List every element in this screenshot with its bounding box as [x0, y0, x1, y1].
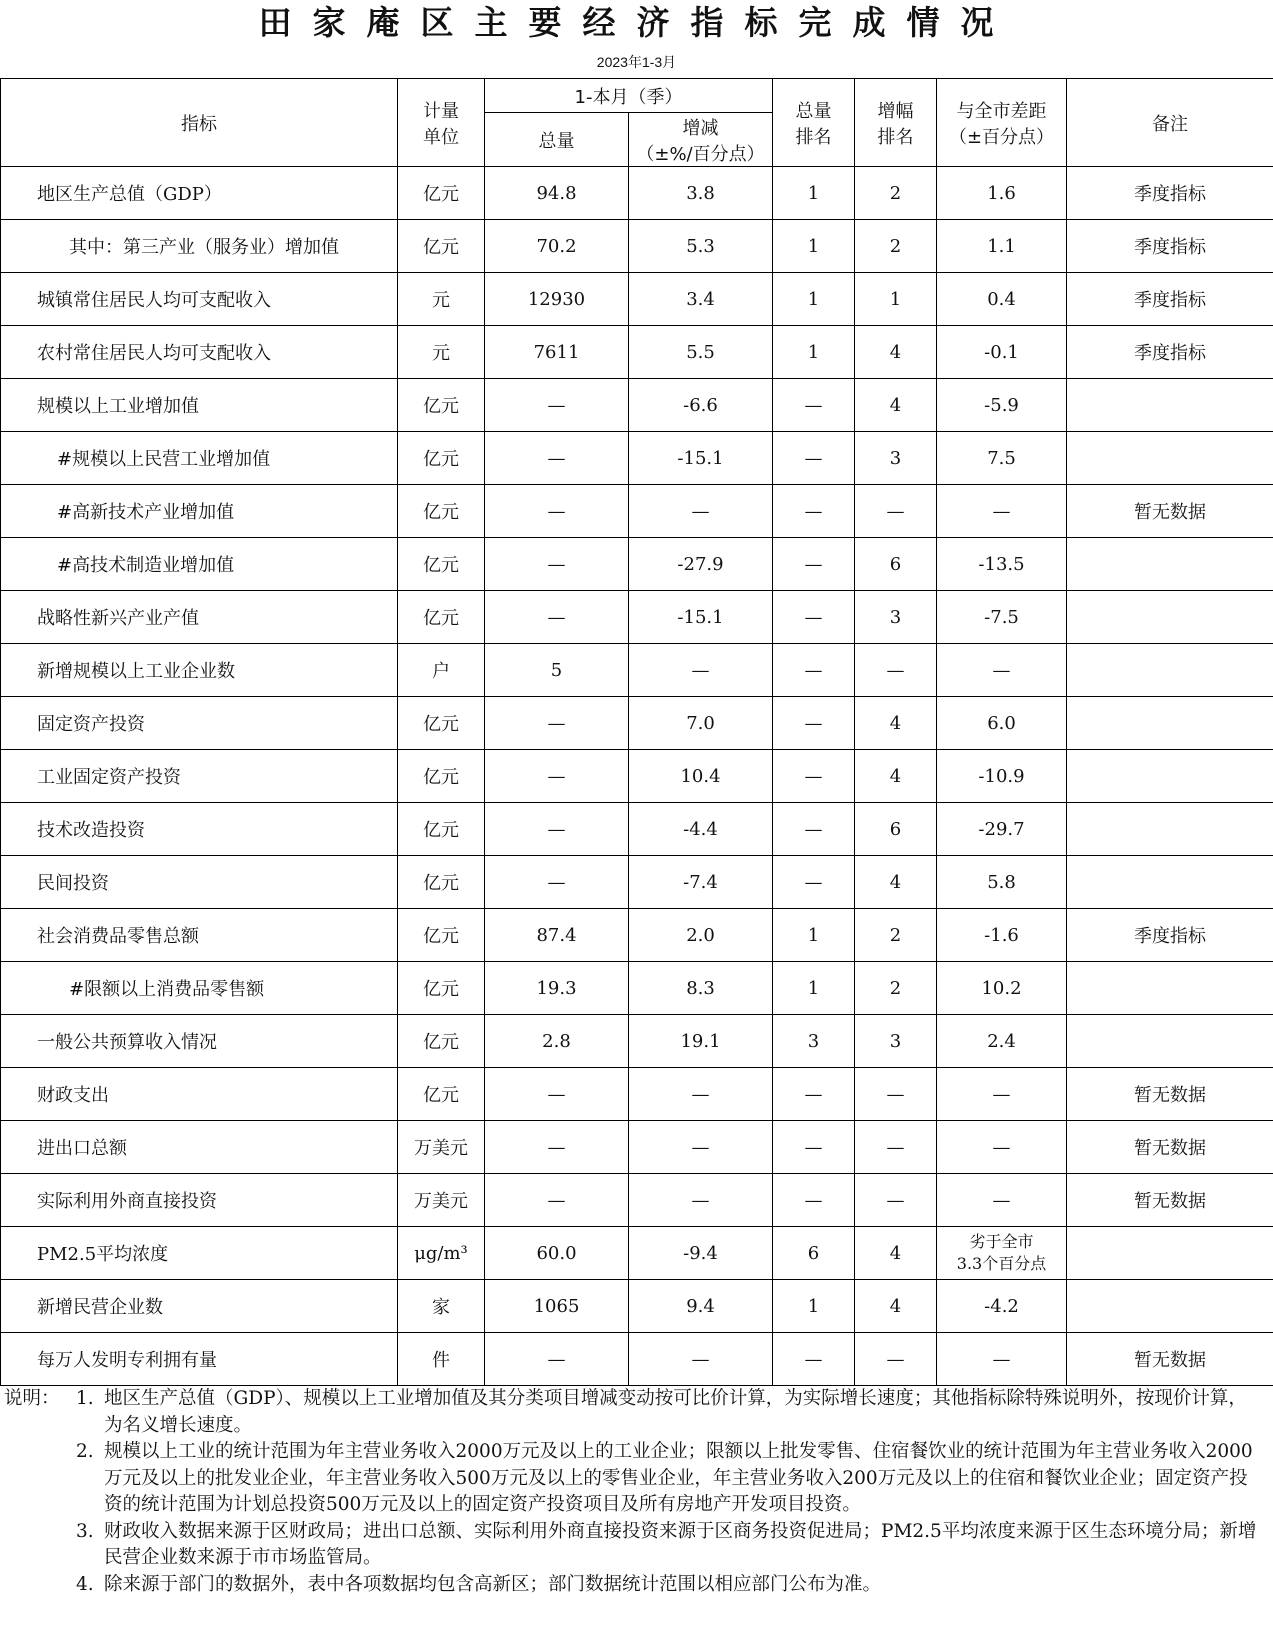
indicator-name: 一般公共预算收入情况: [1, 1015, 398, 1068]
total-rank-cell: —: [773, 1121, 855, 1174]
table-body: [1, 167, 1273, 1386]
gap-cell: -1.6: [937, 909, 1067, 962]
header-ytd: 1-本月（季）: [485, 79, 773, 113]
remark-cell: 季度指标: [1067, 909, 1273, 962]
header-gap-line1: 与全市差距: [956, 100, 1047, 122]
total-rank-cell: 3: [773, 1015, 855, 1068]
change-cell: 5.5: [629, 326, 773, 379]
change-cell: 7.0: [629, 697, 773, 750]
total-cell: 5: [485, 644, 629, 697]
growth-rank-cell: 4: [855, 697, 937, 750]
change-cell: -27.9: [629, 538, 773, 591]
total-rank-cell: —: [773, 1333, 855, 1386]
total-rank-cell: 1: [773, 326, 855, 379]
change-cell: -15.1: [629, 591, 773, 644]
growth-rank-cell: 2: [855, 909, 937, 962]
indicator-name: #限额以上消费品零售额: [1, 962, 398, 1015]
growth-rank-cell: 4: [855, 1280, 937, 1333]
remark-cell: [1067, 591, 1273, 644]
table-row: [1, 326, 1273, 379]
total-rank-cell: —: [773, 538, 855, 591]
total-cell: —: [485, 1174, 629, 1227]
gap-cell: -10.9: [937, 750, 1067, 803]
indicator-name: #高新技术产业增加值: [1, 485, 398, 538]
unit-cell: 亿元: [398, 167, 485, 220]
indicator-name: PM2.5平均浓度: [1, 1227, 398, 1280]
total-cell: —: [485, 591, 629, 644]
unit-cell: 家: [398, 1280, 485, 1333]
total-rank-cell: 6: [773, 1227, 855, 1280]
remark-cell: 暂无数据: [1067, 1333, 1273, 1386]
report-period: 2023年1-3月: [596, 54, 677, 70]
unit-cell: 亿元: [398, 379, 485, 432]
growth-rank-cell: 1: [855, 273, 937, 326]
header-change-line1: 增减: [682, 117, 719, 139]
growth-rank-cell: 4: [855, 856, 937, 909]
header-total-rank: [773, 79, 855, 167]
total-cell: —: [485, 538, 629, 591]
unit-cell: 元: [398, 326, 485, 379]
note-item: [76, 1386, 1264, 1439]
table-row: [1, 1068, 1273, 1121]
growth-rank-cell: 4: [855, 1227, 937, 1280]
growth-rank-cell: 3: [855, 591, 937, 644]
change-cell: 19.1: [629, 1015, 773, 1068]
gap-cell: —: [937, 1333, 1067, 1386]
header-change-line2: （±%/百分点）: [636, 143, 765, 165]
indicator-name: 财政支出: [1, 1068, 398, 1121]
table-row: [1, 803, 1273, 856]
unit-cell: 亿元: [398, 1015, 485, 1068]
growth-rank-cell: 2: [855, 962, 937, 1015]
total-cell: 60.0: [485, 1227, 629, 1280]
total-cell: 12930: [485, 273, 629, 326]
change-cell: -6.6: [629, 379, 773, 432]
total-cell: —: [485, 485, 629, 538]
indicator-name: 固定资产投资: [1, 697, 398, 750]
growth-rank-cell: 3: [855, 432, 937, 485]
change-cell: —: [629, 1333, 773, 1386]
unit-cell: 亿元: [398, 220, 485, 273]
growth-rank-cell: 6: [855, 803, 937, 856]
indicator-name: 进出口总额: [1, 1121, 398, 1174]
total-cell: 70.2: [485, 220, 629, 273]
gap-cell: -5.9: [937, 379, 1067, 432]
remark-cell: 暂无数据: [1067, 485, 1273, 538]
gap-cell: -4.2: [937, 1280, 1067, 1333]
growth-rank-cell: —: [855, 644, 937, 697]
indicator-name: 新增民营企业数: [1, 1280, 398, 1333]
total-rank-cell: —: [773, 750, 855, 803]
gap-cell: —: [937, 1068, 1067, 1121]
table-row: [1, 750, 1273, 803]
total-cell: —: [485, 856, 629, 909]
change-cell: -15.1: [629, 432, 773, 485]
table-row: [1, 1227, 1273, 1280]
header-growth-rank: [855, 79, 937, 167]
unit-cell: 万美元: [398, 1121, 485, 1174]
total-rank-cell: 1: [773, 167, 855, 220]
growth-rank-cell: 4: [855, 750, 937, 803]
note-text: 地区生产总值（GDP）、规模以上工业增加值及其分类项目增减变动按可比价计算，为实际增长速度；其他指标除特殊说明外，按现价计算，为名义增长速度。: [104, 1388, 1247, 1436]
indicator-name: #规模以上民营工业增加值: [1, 432, 398, 485]
remark-cell: [1067, 803, 1273, 856]
gap-cell: 1.1: [937, 220, 1067, 273]
growth-rank-cell: 2: [855, 167, 937, 220]
total-cell: 19.3: [485, 962, 629, 1015]
growth-rank-cell: 4: [855, 379, 937, 432]
table-row: [1, 856, 1273, 909]
unit-cell: 亿元: [398, 591, 485, 644]
table-row: [1, 1174, 1273, 1227]
note-item: [76, 1519, 1264, 1572]
table-row: [1, 538, 1273, 591]
indicator-name: 每万人发明专利拥有量: [1, 1333, 398, 1386]
indicator-name: 地区生产总值（GDP）: [1, 167, 398, 220]
note-number: 4.: [76, 1573, 94, 1595]
total-rank-cell: 1: [773, 220, 855, 273]
header-gap: [937, 79, 1067, 167]
header-growth-rank-line1: 增幅: [877, 100, 914, 122]
growth-rank-cell: —: [855, 1333, 937, 1386]
unit-cell: 万美元: [398, 1174, 485, 1227]
unit-cell: 亿元: [398, 432, 485, 485]
change-cell: -7.4: [629, 856, 773, 909]
remark-cell: [1067, 1227, 1273, 1280]
gap-cell: 5.8: [937, 856, 1067, 909]
indicator-name: 规模以上工业增加值: [1, 379, 398, 432]
gap-cell: -29.7: [937, 803, 1067, 856]
remark-cell: [1067, 1015, 1273, 1068]
growth-rank-cell: —: [855, 1068, 937, 1121]
change-cell: 2.0: [629, 909, 773, 962]
total-rank-cell: —: [773, 591, 855, 644]
remark-cell: [1067, 379, 1273, 432]
table-row: [1, 909, 1273, 962]
remark-cell: 暂无数据: [1067, 1121, 1273, 1174]
note-text: 规模以上工业的统计范围为年主营业务收入2000万元及以上的工业企业；限额以上批发零售、住宿餐饮业的统计范围为年主营业务收入2000万元及以上的批发业企业，年主营业务收入500万元及以上的零售业企业，年主营业务收入200万元及以上的住宿和餐饮业企业；固定资产投资的统计范围为计划总投资500万元及以上的固定资产投资项目及所有房地产开发项目投资。: [104, 1441, 1253, 1515]
note-number: 1.: [76, 1388, 94, 1409]
table-row: [1, 1121, 1273, 1174]
change-cell: —: [629, 1068, 773, 1121]
unit-cell: μg/m³: [398, 1227, 485, 1280]
unit-cell: 亿元: [398, 1068, 485, 1121]
unit-cell: 亿元: [398, 538, 485, 591]
table-row: [1, 644, 1273, 697]
gap-cell: —: [937, 644, 1067, 697]
indicator-name: 社会消费品零售总额: [1, 909, 398, 962]
table-row: [1, 1280, 1273, 1333]
gap-cell: —: [937, 485, 1067, 538]
unit-cell: 亿元: [398, 750, 485, 803]
remark-cell: [1067, 644, 1273, 697]
change-cell: 3.4: [629, 273, 773, 326]
total-rank-cell: —: [773, 1174, 855, 1227]
remark-cell: 季度指标: [1067, 273, 1273, 326]
total-rank-cell: 1: [773, 1280, 855, 1333]
gap-cell: —: [937, 1121, 1067, 1174]
unit-cell: 户: [398, 644, 485, 697]
unit-cell: 亿元: [398, 909, 485, 962]
total-cell: —: [485, 803, 629, 856]
unit-cell: 件: [398, 1333, 485, 1386]
total-rank-cell: —: [773, 432, 855, 485]
unit-cell: 亿元: [398, 803, 485, 856]
indicators-table: [0, 78, 1273, 1386]
unit-cell: 亿元: [398, 485, 485, 538]
total-rank-cell: 1: [773, 909, 855, 962]
header-unit: [398, 79, 485, 167]
header-indicator: 指标: [1, 79, 398, 167]
total-cell: 94.8: [485, 167, 629, 220]
change-cell: —: [629, 1121, 773, 1174]
gap-cell: 1.6: [937, 167, 1067, 220]
header-total-rank-line2: 排名: [795, 126, 832, 148]
notes-lead: 说明：: [4, 1388, 60, 1409]
growth-rank-cell: 2: [855, 220, 937, 273]
notes-items: [4, 1386, 1264, 1598]
growth-rank-cell: —: [855, 485, 937, 538]
growth-rank-cell: 3: [855, 1015, 937, 1068]
unit-cell: 亿元: [398, 856, 485, 909]
change-cell: 9.4: [629, 1280, 773, 1333]
header-change: [629, 113, 773, 167]
gap-cell: 10.2: [937, 962, 1067, 1015]
note-number: 3.: [76, 1520, 94, 1542]
change-cell: -9.4: [629, 1227, 773, 1280]
growth-rank-cell: 4: [855, 326, 937, 379]
table-row: [1, 432, 1273, 485]
table-row: [1, 962, 1273, 1015]
remark-cell: [1067, 538, 1273, 591]
header-total-rank-line1: 总量: [795, 100, 832, 122]
header-unit-line2: 单位: [423, 126, 459, 148]
gap-cell: 6.0: [937, 697, 1067, 750]
table-row: [1, 591, 1273, 644]
indicator-name: 民间投资: [1, 856, 398, 909]
table-row: [1, 485, 1273, 538]
total-rank-cell: —: [773, 856, 855, 909]
gap-cell: -13.5: [937, 538, 1067, 591]
gap-cell: [937, 1227, 1067, 1280]
gap-line1: 劣于全市: [969, 1232, 1034, 1251]
header-growth-rank-line2: 排名: [877, 126, 914, 148]
table-row: [1, 167, 1273, 220]
unit-cell: 元: [398, 273, 485, 326]
growth-rank-cell: 6: [855, 538, 937, 591]
table-row: [1, 1333, 1273, 1386]
table-row: [1, 1015, 1273, 1068]
remark-cell: [1067, 962, 1273, 1015]
total-rank-cell: 1: [773, 273, 855, 326]
gap-line2: 3.3个百分点: [956, 1254, 1047, 1273]
table-row: [1, 220, 1273, 273]
note-item: [76, 1439, 1264, 1519]
indicator-name: 城镇常住居民人均可支配收入: [1, 273, 398, 326]
total-cell: 87.4: [485, 909, 629, 962]
note-text: 除来源于部门的数据外，表中各项数据均包含高新区；部门数据统计范围以相应部门公布为准。: [104, 1573, 882, 1595]
indicator-name: 技术改造投资: [1, 803, 398, 856]
total-cell: —: [485, 1068, 629, 1121]
remark-cell: [1067, 856, 1273, 909]
total-cell: —: [485, 432, 629, 485]
remark-cell: [1067, 432, 1273, 485]
change-cell: 10.4: [629, 750, 773, 803]
total-rank-cell: —: [773, 644, 855, 697]
indicator-name: 工业固定资产投资: [1, 750, 398, 803]
gap-cell: 2.4: [937, 1015, 1067, 1068]
table-row: [1, 379, 1273, 432]
total-cell: —: [485, 697, 629, 750]
change-cell: —: [629, 485, 773, 538]
change-cell: —: [629, 1174, 773, 1227]
header-total: 总量: [485, 113, 629, 167]
total-cell: —: [485, 750, 629, 803]
notes: [4, 1386, 1264, 1598]
gap-cell: 7.5: [937, 432, 1067, 485]
total-cell: 2.8: [485, 1015, 629, 1068]
total-rank-cell: —: [773, 1068, 855, 1121]
note-item: [76, 1572, 1264, 1599]
indicator-name: 其中：第三产业（服务业）增加值: [1, 220, 398, 273]
remark-cell: 暂无数据: [1067, 1174, 1273, 1227]
total-cell: —: [485, 1121, 629, 1174]
total-rank-cell: 1: [773, 962, 855, 1015]
unit-cell: 亿元: [398, 697, 485, 750]
header-gap-line2: （±百分点）: [948, 126, 1055, 148]
gap-cell: -0.1: [937, 326, 1067, 379]
change-cell: 8.3: [629, 962, 773, 1015]
indicator-name: 战略性新兴产业产值: [1, 591, 398, 644]
total-cell: —: [485, 379, 629, 432]
remark-cell: 季度指标: [1067, 220, 1273, 273]
indicator-name: 实际利用外商直接投资: [1, 1174, 398, 1227]
remark-cell: 季度指标: [1067, 326, 1273, 379]
remark-cell: 暂无数据: [1067, 1068, 1273, 1121]
change-cell: -4.4: [629, 803, 773, 856]
total-cell: 1065: [485, 1280, 629, 1333]
remark-cell: [1067, 697, 1273, 750]
header-unit-line1: 计量: [423, 100, 459, 122]
total-rank-cell: —: [773, 803, 855, 856]
note-text: 财政收入数据来源于区财政局；进出口总额、实际利用外商直接投资来源于区商务投资促进局；PM2.5平均浓度来源于区生态环境分局；新增民营企业数来源于市市场监管局。: [104, 1520, 1257, 1568]
unit-cell: 亿元: [398, 962, 485, 1015]
header-remark: 备注: [1067, 79, 1273, 167]
gap-cell: -7.5: [937, 591, 1067, 644]
remark-cell: 季度指标: [1067, 167, 1273, 220]
remark-cell: [1067, 750, 1273, 803]
growth-rank-cell: —: [855, 1174, 937, 1227]
change-cell: 3.8: [629, 167, 773, 220]
total-rank-cell: —: [773, 485, 855, 538]
indicator-name: #高技术制造业增加值: [1, 538, 398, 591]
total-cell: 7611: [485, 326, 629, 379]
gap-cell: 0.4: [937, 273, 1067, 326]
gap-cell: —: [937, 1174, 1067, 1227]
table-row: [1, 697, 1273, 750]
total-rank-cell: —: [773, 379, 855, 432]
page-title: 田家庵区主要经济指标完成情况: [258, 3, 1015, 42]
growth-rank-cell: —: [855, 1121, 937, 1174]
note-number: 2.: [76, 1441, 94, 1462]
total-rank-cell: —: [773, 697, 855, 750]
change-cell: 5.3: [629, 220, 773, 273]
indicator-name: 农村常住居民人均可支配收入: [1, 326, 398, 379]
table-row: [1, 273, 1273, 326]
total-cell: —: [485, 1333, 629, 1386]
remark-cell: [1067, 1280, 1273, 1333]
change-cell: —: [629, 644, 773, 697]
indicator-name: 新增规模以上工业企业数: [1, 644, 398, 697]
